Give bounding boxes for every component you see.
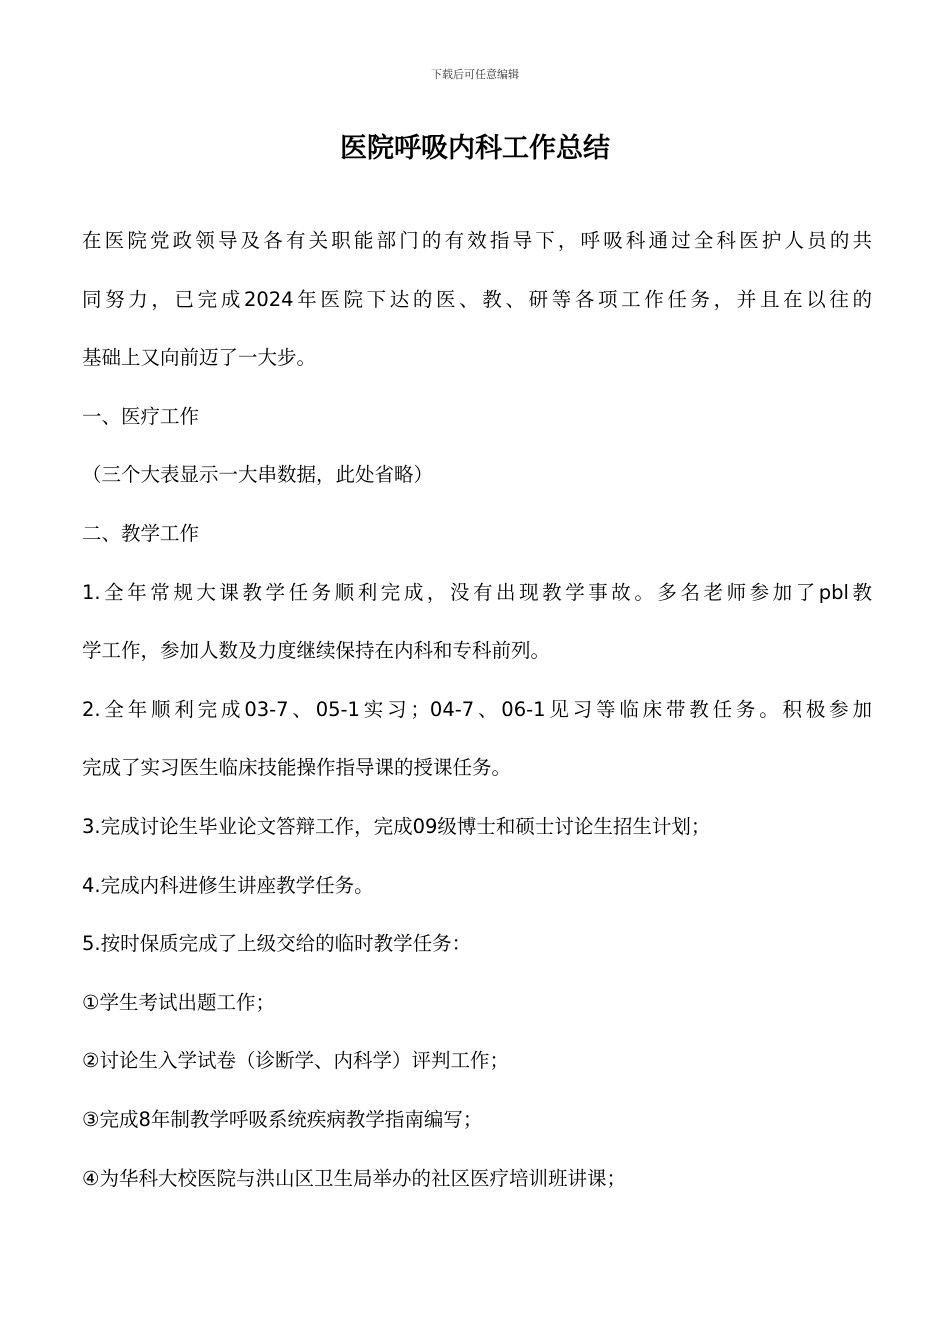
section-heading-teaching: 二、教学工作 — [82, 521, 200, 545]
body-line-omitted-note: （三个大表显示一大串数据，此处省略） — [82, 463, 434, 487]
body-line-3: 基础上又向前迈了一大步。 — [82, 346, 317, 370]
document-title: 医院呼吸内科工作总结 — [340, 133, 610, 164]
list-item-4: 4.完成内科进修生讲座教学任务。 — [82, 873, 374, 897]
sub-item-4: ④为华科大校医院与洪山区卫生局举办的社区医疗培训班讲课； — [82, 1166, 626, 1190]
list-item-2-line-1: 2.全年顺利完成03-7、05-1实习；04-7、06-1见习等临床带教任务。积极参加 — [82, 697, 872, 721]
sub-item-1: ①学生考试出题工作； — [82, 990, 275, 1014]
sub-item-2: ②讨论生入学试卷（诊断学、内科学）评判工作； — [82, 1049, 509, 1073]
list-item-5: 5.按时保质完成了上级交给的临时教学任务： — [82, 932, 472, 956]
sub-item-3: ③完成8年制教学呼吸系统疾病教学指南编写； — [82, 1107, 483, 1131]
header-note: 下载后可任意编辑 — [431, 68, 519, 81]
section-heading-medical: 一、医疗工作 — [82, 404, 200, 428]
body-line-2: 同努力，已完成2024年医院下达的医、教、研等各项工作任务，并且在以往的 — [82, 287, 872, 311]
body-line-1: 在医院党政领导及各有关职能部门的有效指导下，呼吸科通过全科医护人员的共 — [82, 229, 872, 252]
document-body — [82, 212, 872, 1208]
list-item-1-line-1: 1.全年常规大课教学任务顺利完成，没有出现教学事故。多名老师参加了pbl教 — [82, 580, 872, 604]
list-item-3: 3.完成讨论生毕业论文答辩工作，完成09级博士和硕士讨论生招生计划； — [82, 814, 711, 838]
list-item-2-line-2: 完成了实习医生临床技能操作指导课的授课任务。 — [82, 756, 512, 780]
list-item-1-line-2: 学工作，参加人数及力度继续保持在内科和专科前列。 — [82, 639, 551, 663]
